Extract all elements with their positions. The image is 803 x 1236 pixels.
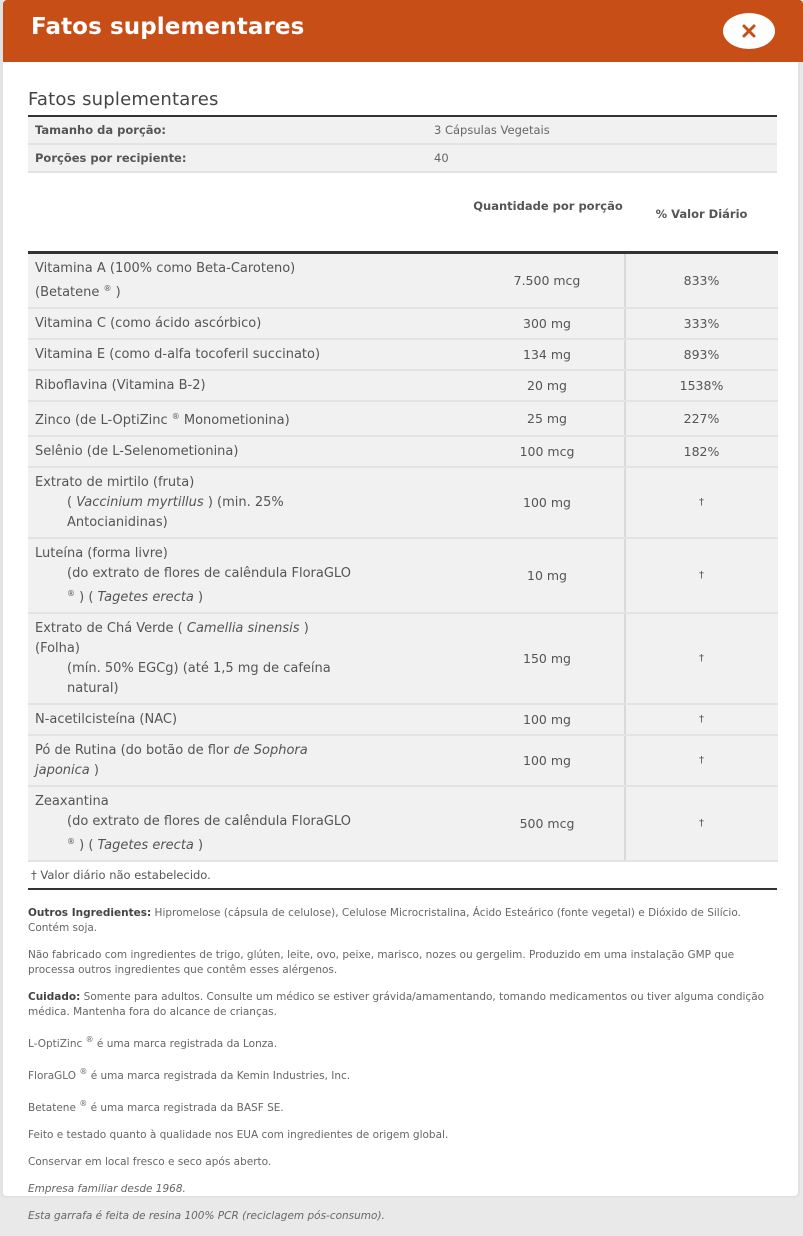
nutrient-name-line: Antocianidinas): [67, 515, 168, 530]
registered-mark: ®: [79, 1099, 88, 1108]
nutrient-row: [28, 437, 778, 468]
nutrient-name-line: [35, 741, 470, 761]
storage-statement: Conservar em local fresco e seco após aberto.: [28, 1156, 272, 1168]
serving-size-row: [28, 117, 777, 145]
bottle-statement: Esta garrafa é feita de resina 100% PCR (reciclagem pós-consumo).: [28, 1210, 385, 1222]
nutrient-name-text: ) (: [75, 590, 98, 605]
nutrient-amount: 500 mcg: [470, 787, 626, 860]
nutrient-name-text: (do extrato de flores de calêndula FloraGLO: [67, 814, 351, 829]
nutrient-row: [28, 736, 778, 787]
nutrient-amount: 7.500 mcg: [470, 254, 626, 307]
modal-content: [28, 88, 778, 1236]
nutrient-name-line: (Folha): [35, 641, 80, 656]
product-notes: [28, 906, 777, 1224]
close-icon: [741, 23, 757, 39]
registered-mark: ®: [103, 284, 112, 293]
servings-per-container-row: [28, 145, 777, 173]
scientific-name: Camellia sinensis: [186, 621, 300, 636]
other-ingredients-text: Hipromelose (cápsula de celulose), Celulose Microcristalina, Ácido Esteárico (fonte vegetal) e Dióxido de Silício. Contém soja.: [28, 907, 741, 934]
trademark-text: é uma marca registrada da BASF SE.: [87, 1102, 284, 1114]
nutrient-name-text: (do extrato de flores de calêndula FloraGLO: [67, 566, 351, 581]
nutrient-name-line: [35, 279, 470, 303]
nutrient-name-line: [35, 761, 470, 781]
nutrient-daily-value: †: [699, 653, 704, 664]
nutrient-daily-value: †: [699, 714, 704, 725]
nutrient-name: [28, 614, 470, 703]
nutrient-row: [28, 371, 778, 402]
nutrient-amount: 134 mg: [470, 340, 626, 369]
other-ingredients: [28, 906, 777, 936]
caution-label: Cuidado:: [28, 991, 81, 1003]
trademark-floraglo: [28, 1064, 777, 1084]
nutrient-daily-value: 182%: [683, 444, 720, 459]
nutrient-table: [28, 254, 778, 862]
family-company-statement: Empresa familiar desde 1968.: [28, 1183, 186, 1195]
scientific-name: Tagetes erecta: [97, 590, 194, 605]
nutrient-name-line: Vitamina A (100% como Beta-Caroteno): [35, 261, 296, 276]
nutrient-name: Vitamina E (como d-alfa tocoferil succinato): [35, 347, 321, 362]
nutrient-name: Riboflavina (Vitamina B-2): [35, 378, 206, 393]
nutrient-row: [28, 309, 778, 340]
serving-info-table: [28, 115, 777, 173]
daily-value-column-header: % Valor Diário: [655, 207, 748, 221]
nutrient-row: [28, 787, 778, 862]
nutrient-amount: 20 mg: [470, 371, 626, 400]
nutrient-daily-value: †: [699, 755, 704, 766]
nutrient-name-text: ) (min. 25%: [203, 495, 284, 510]
nutrient-name: [28, 402, 470, 435]
nutrient-name-line: Luteína (forma livre): [35, 546, 168, 561]
caution-statement: [28, 990, 777, 1020]
nutrient-daily-value: 227%: [683, 411, 720, 426]
nutrient-amount: 100 mcg: [470, 437, 626, 466]
nutrient-name-text: (: [67, 495, 77, 510]
nutrient-column-header: [28, 190, 470, 251]
nutrient-name-text: Extrato de Chá Verde (: [35, 621, 187, 636]
registered-mark: ®: [79, 1067, 88, 1076]
nutrient-name: Vitamina C (como ácido ascórbico): [35, 316, 262, 331]
nutrient-daily-value: 833%: [683, 273, 720, 288]
nutrient-name: [28, 468, 470, 537]
nutrient-name-line: [35, 619, 470, 639]
allergen-statement: Não fabricado com ingredientes de trigo, glúten, leite, ovo, peixe, marisco, nozes ou gergelim. Produzido em uma instalação GMP que processa outros ingredientes que contêm esses alérgenos.: [28, 949, 735, 976]
nutrient-name: N-acetilcisteína (NAC): [35, 712, 178, 727]
nutrient-name-text: ): [193, 590, 204, 605]
caution-text: Somente para adultos. Consulte um médico se estiver grávida/amamentando, tomando medicamentos ou tiver alguma condição médica. Mantenha fora do alcance de crianças.: [28, 991, 765, 1018]
registered-mark: ®: [171, 412, 180, 421]
nutrient-name: [28, 736, 470, 785]
trademark-optizinc: [28, 1032, 777, 1052]
nutrient-name-text: Zinco (de L-OptiZinc: [35, 413, 168, 428]
trademark-betatene: [28, 1096, 777, 1116]
nutrient-daily-value: 1538%: [679, 378, 724, 393]
nutrient-amount: 25 mg: [470, 402, 626, 435]
scientific-name: Vaccinium myrtillus: [76, 495, 204, 510]
nutrient-name-text: (Betatene: [35, 285, 100, 300]
trademark-name: L-OptiZinc: [28, 1038, 83, 1050]
nutrient-amount: 100 mg: [470, 468, 626, 537]
nutrient-daily-value: †: [699, 570, 704, 581]
nutrient-name-line: (mín. 50% EGCg) (até 1,5 mg de cafeína: [67, 661, 331, 676]
nutrient-name-line: [35, 493, 470, 513]
section-title: Fatos suplementares: [28, 89, 219, 110]
nutrient-name-text: ): [299, 621, 309, 636]
nutrient-amount: 300 mg: [470, 309, 626, 338]
nutrient-name-line: [35, 812, 470, 856]
registered-mark: ®: [85, 1035, 94, 1044]
nutrient-row: [28, 705, 778, 736]
amount-column-header: Quantidade por porção: [473, 199, 623, 213]
modal-header: [3, 0, 803, 62]
nutrient-name: [28, 254, 470, 307]
nutrient-daily-value: 893%: [683, 347, 720, 362]
scientific-name: de Sophora: [233, 743, 308, 758]
nutrient-name: [28, 787, 470, 860]
trademark-text: é uma marca registrada da Kemin Industries, Inc.: [87, 1070, 351, 1082]
nutrient-row: [28, 340, 778, 371]
registered-mark: ®: [67, 837, 75, 846]
scientific-name: japonica: [35, 763, 90, 778]
scientific-name: Tagetes erecta: [97, 838, 194, 853]
nutrient-row: [28, 402, 778, 437]
registered-mark: ®: [67, 589, 75, 598]
servings-per-container-label: Porções por recipiente:: [35, 151, 187, 165]
nutrient-name-line: natural): [67, 681, 119, 696]
serving-size-value: 3 Cápsulas Vegetais: [434, 123, 550, 137]
trademark-name: Betatene: [28, 1102, 76, 1114]
nutrient-name-text: ): [89, 763, 99, 778]
nutrient-name-line: [35, 564, 470, 608]
nutrient-amount: 150 mg: [470, 614, 626, 703]
nutrient-row: [28, 254, 778, 309]
nutrient-name: Selênio (de L-Selenometionina): [35, 444, 239, 459]
nutrient-daily-value: †: [699, 497, 704, 508]
nutrient-row: [28, 539, 778, 614]
daily-value-footnote: † Valor diário não estabelecido.: [28, 862, 777, 890]
nutrient-daily-value: †: [699, 818, 704, 829]
other-ingredients-label: Outros Ingredientes:: [28, 907, 152, 919]
nutrient-table-header: [28, 190, 778, 254]
nutrient-name: [28, 539, 470, 612]
modal-title: Fatos suplementares: [31, 14, 305, 40]
nutrient-daily-value: 333%: [683, 316, 720, 331]
servings-per-container-value: 40: [434, 151, 449, 165]
nutrient-name-text: ) (: [75, 838, 98, 853]
nutrient-amount: 100 mg: [470, 736, 626, 785]
nutrient-amount: 100 mg: [470, 705, 626, 734]
trademark-text: é uma marca registrada da Lonza.: [93, 1038, 278, 1050]
nutrient-name-text: Monometionina): [179, 413, 290, 428]
made-in-usa-statement: Feito e testado quanto à qualidade nos EUA com ingredientes de origem global.: [28, 1129, 449, 1141]
nutrient-row: [28, 614, 778, 705]
trademark-name: FloraGLO: [28, 1070, 77, 1082]
serving-size-label: Tamanho da porção:: [35, 123, 167, 137]
nutrient-name-text: ): [111, 285, 121, 300]
nutrient-row: [28, 468, 778, 539]
nutrient-amount: 10 mg: [470, 539, 626, 612]
nutrient-name-line: Zeaxantina: [35, 794, 109, 809]
nutrient-name-line: Extrato de mirtilo (fruta): [35, 475, 195, 490]
close-button[interactable]: [723, 13, 775, 49]
nutrient-name-text: Pó de Rutina (do botão de flor: [35, 743, 234, 758]
nutrient-name-text: ): [193, 838, 204, 853]
